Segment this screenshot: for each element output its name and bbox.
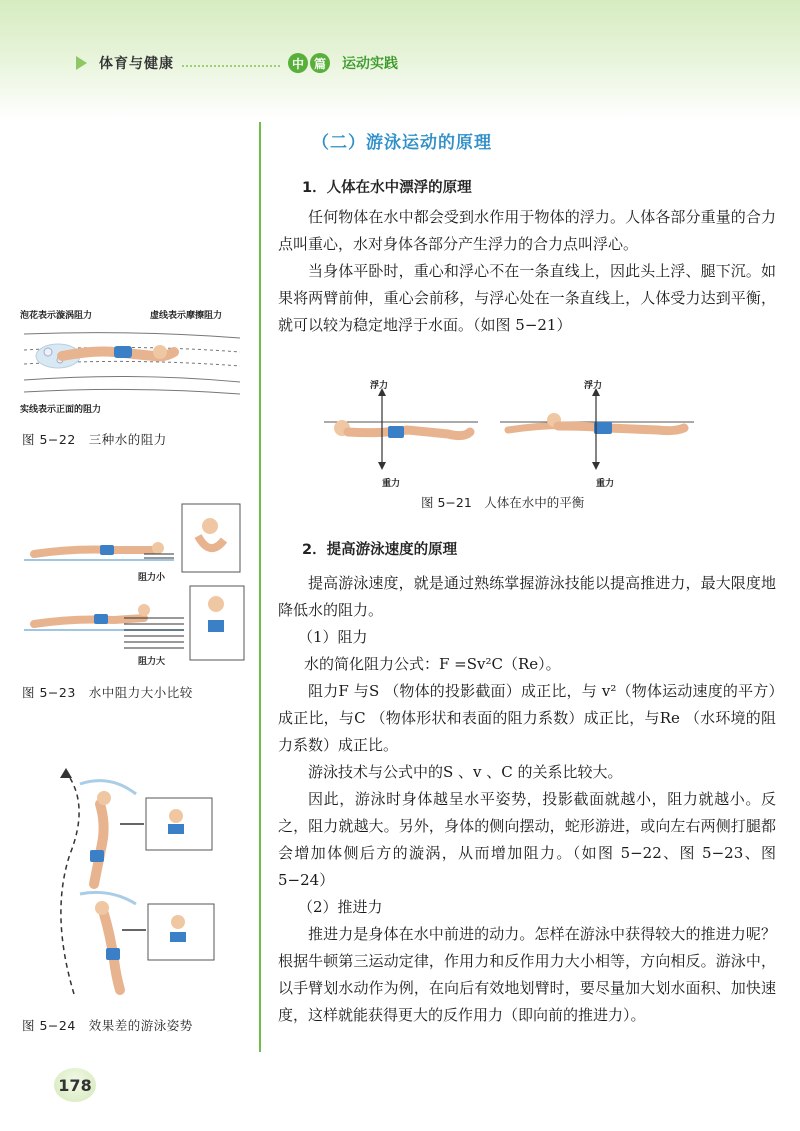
fig21-caption: 图 5−21 人体在水中的平衡 xyxy=(421,495,585,510)
header-badge-middle: 中 xyxy=(288,53,308,73)
formula-line: 水的简化阻力公式：F =Sv²C（Re）。 xyxy=(304,655,561,673)
fig23-swimmer-top xyxy=(24,542,174,560)
figure-5-21 xyxy=(318,380,698,492)
figure-5-23 xyxy=(14,500,250,672)
paragraph: 提高游泳速度，就是通过熟练掌握游泳技能以提高推进力，最大限度地降低水的阻力。 xyxy=(278,574,776,619)
fig24-swimmer-top xyxy=(80,781,136,884)
fig21-label-gravity-left: 重力 xyxy=(382,479,401,489)
fig22-caption: 图 5−22 三种水的阻力 xyxy=(22,432,167,447)
page-number: 178 xyxy=(54,1068,96,1102)
fig21-swimmer-right xyxy=(500,388,694,470)
fig23-swimmer-bottom xyxy=(24,604,184,648)
fig21-label-gravity-right: 重力 xyxy=(596,479,615,489)
fig21-swimmer-left xyxy=(324,388,478,470)
paragraph: 推进力是身体在水中前进的动力。怎样在游泳中获得较大的推进力呢？根据牛顿第三运动定律，作用力和反作用力大小相等，方向相反。游泳中，以手臂划水动作为例，在向后有效地划臂时，要尽量加大划水面积、加快速度，这样就能获得更大的反作用力（即向前的推进力）。 xyxy=(278,925,776,1024)
fig21-label-buoyancy-left: 浮力 xyxy=(370,381,389,391)
section-title: （二）游泳运动的原理 xyxy=(312,133,492,153)
header-chapter: 运动实践 xyxy=(342,56,398,72)
subsection-1-title: 1．人体在水中漂浮的原理 xyxy=(302,180,472,196)
sidebar-figures xyxy=(0,0,258,1131)
figure-5-24 xyxy=(40,764,240,1000)
fig23-inset-top xyxy=(182,504,240,572)
fig23-label-large: 阻力大 xyxy=(138,657,166,667)
fig22-label-solid: 实线表示正面的阻力 xyxy=(20,405,102,415)
column-divider xyxy=(259,122,261,1052)
subsection-1-body xyxy=(278,204,776,339)
fig23-label-small: 阻力小 xyxy=(138,573,166,583)
paragraph: 因此，游泳时身体越呈水平姿势，投影截面就越小，阻力就越小。反之，阻力就越大。另外，身体的侧向摆动，蛇形游进，或向左右两侧打腿都会增加体侧后方的漩涡，从而增加阻力。（如图 5−22、图 5−23、图 5−24） xyxy=(278,790,776,889)
fig24-swimmer-bottom xyxy=(80,892,136,990)
figure-5-22 xyxy=(14,300,250,418)
subsection-2-body xyxy=(278,570,776,1029)
fig22-label-dash: 虚线表示摩擦阻力 xyxy=(150,311,223,321)
heading-thrust: （2）推进力 xyxy=(298,898,383,916)
subsection-2-title: 2．提高游泳速度的原理 xyxy=(302,542,458,558)
paragraph: 游泳技术与公式中的S 、v 、C 的关系比较大。 xyxy=(308,763,623,781)
heading-resistance: （1）阻力 xyxy=(298,628,368,646)
paragraph: 当身体平卧时，重心和浮心不在一条直线上，因此头上浮、腿下沉。如果将两臂前伸，重心会前移，与浮心处在一条直线上，人体受力达到平衡，就可以较为稳定地浮于水面。（如图 5−21） xyxy=(278,262,776,334)
fig22-swimmer xyxy=(36,344,174,368)
fig23-caption: 图 5−23 水中阻力大小比较 xyxy=(22,685,193,700)
fig21-label-buoyancy-right: 浮力 xyxy=(584,381,603,391)
header-subject: 体育与健康 xyxy=(99,56,174,72)
fig24-path-arrow xyxy=(61,772,79,994)
header-badge-part: 篇 xyxy=(310,53,330,73)
paragraph: 阻力F 与S （物体的投影截面）成正比，与 v²（物体运动速度的平方）成正比，与C （物体形状和表面的阻力系数）成正比，与Re （水环境的阻力系数）成正比。 xyxy=(278,682,776,754)
fig24-caption: 图 5−24 效果差的游泳姿势 xyxy=(22,1018,193,1033)
paragraph: 任何物体在水中都会受到水作用于物体的浮力。人体各部分重量的合力点叫重心，水对身体各部分产生浮力的合力点叫浮心。 xyxy=(278,208,776,253)
fig22-label-foam: 泡花表示漩涡阻力 xyxy=(20,311,93,321)
